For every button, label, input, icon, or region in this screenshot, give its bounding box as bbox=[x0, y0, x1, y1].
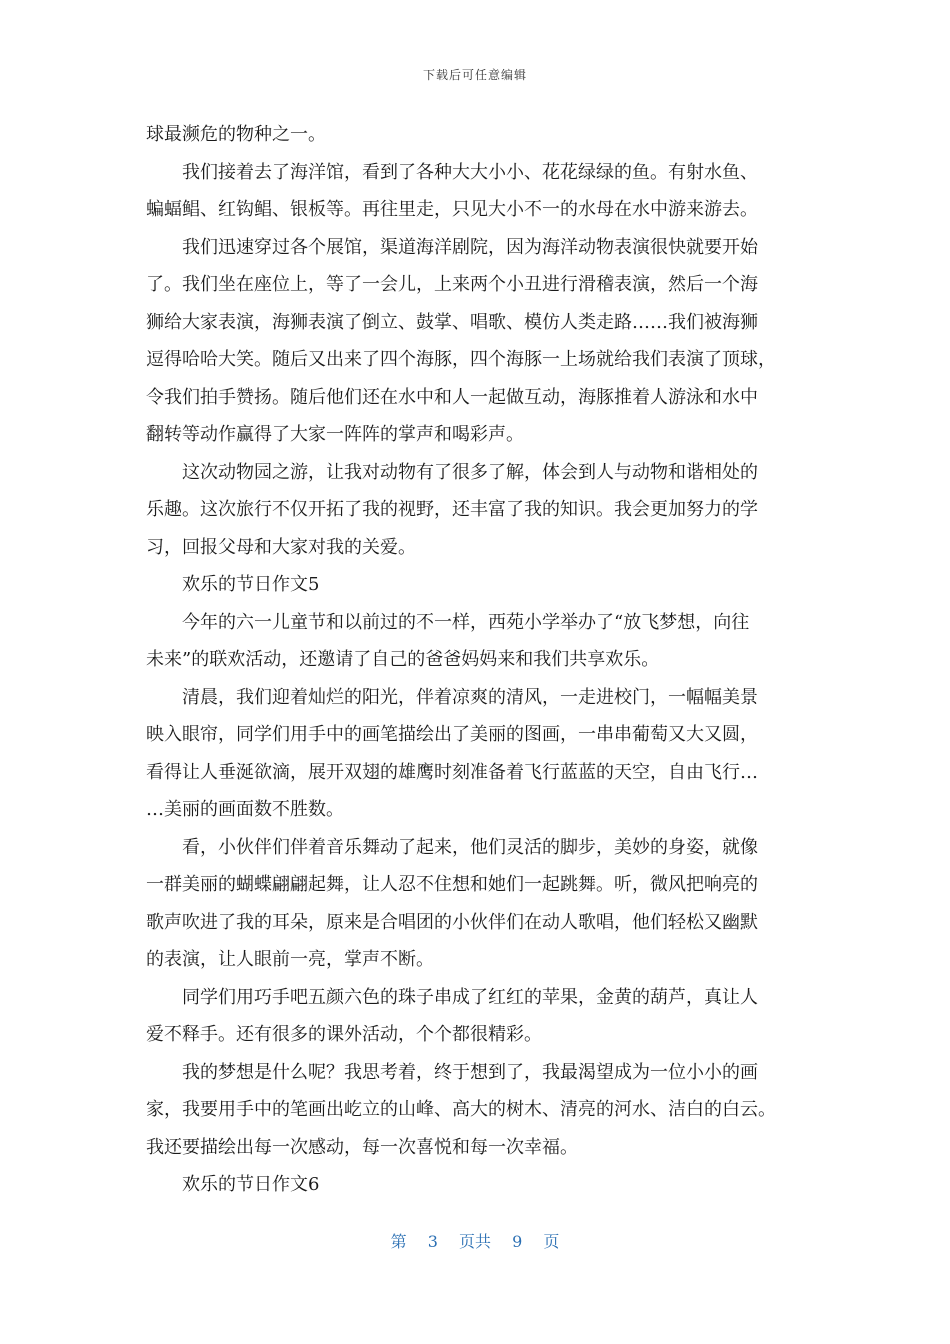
text-line: 逗得哈哈大笑。随后又出来了四个海豚，四个海豚一上场就给我们表演了顶球， bbox=[146, 349, 776, 370]
text-line: 欢乐的节日作文6 bbox=[182, 1174, 320, 1195]
text-line: 爱不释手。还有很多的课外活动，个个都很精彩。 bbox=[146, 1024, 542, 1045]
text-line: 一群美丽的蝴蝶翩翩起舞，让人忍不住想和她们一起跳舞。听，微风把响亮的 bbox=[146, 874, 758, 895]
text-line: 家，我要用手中的笔画出屹立的山峰、高大的树木、清亮的河水、洁白的白云。 bbox=[146, 1099, 776, 1120]
text-line: 我们接着去了海洋馆，看到了各种大大小小、花花绿绿的鱼。有射水鱼、 bbox=[182, 161, 758, 183]
text-line: 看，小伙伴们伴着音乐舞动了起来，他们灵活的脚步，美妙的身姿，就像 bbox=[182, 836, 758, 858]
text-line: 同学们用巧手吧五颜六色的珠子串成了红红的苹果，金黄的葫芦，真让人 bbox=[182, 986, 758, 1008]
text-line: 歌声吹进了我的耳朵，原来是合唱团的小伙伴们在动人歌唱，他们轻松又幽默 bbox=[146, 911, 758, 933]
text-line: …美丽的画面数不胜数。 bbox=[146, 799, 344, 820]
text-line: 翻转等动作赢得了大家一阵阵的掌声和喝彩声。 bbox=[146, 424, 524, 445]
text-line: 未来”的联欢活动，还邀请了自己的爸爸妈妈来和我们共享欢乐。 bbox=[146, 649, 660, 670]
footer-total-pages: 9 bbox=[512, 1232, 523, 1251]
footer-middle: 页共 bbox=[458, 1232, 491, 1251]
header-text: 下载后可任意编辑 bbox=[422, 68, 527, 82]
footer-prefix: 第 bbox=[390, 1232, 407, 1251]
page-footer bbox=[0, 1229, 950, 1252]
text-line: 乐趣。这次旅行不仅开拓了我的视野，还丰富了我的知识。我会更加努力的学 bbox=[146, 499, 758, 520]
text-line: 了。我们坐在座位上，等了一会儿，上来两个小丑进行滑稽表演，然后一个海 bbox=[146, 274, 758, 295]
text-line: 清晨，我们迎着灿烂的阳光，伴着凉爽的清风，一走进校门，一幅幅美景 bbox=[182, 686, 758, 708]
document-body bbox=[146, 116, 806, 1204]
page-header bbox=[0, 66, 950, 83]
text-line: 的表演，让人眼前一亮，掌声不断。 bbox=[146, 949, 434, 970]
text-line: 欢乐的节日作文5 bbox=[182, 574, 320, 595]
text-line: 我的梦想是什么呢？我思考着，终于想到了，我最渴望成为一位小小的画 bbox=[182, 1061, 758, 1083]
footer-suffix: 页 bbox=[543, 1232, 560, 1251]
text-line: 这次动物园之游，让我对动物有了很多了解，体会到人与动物和谐相处的 bbox=[182, 461, 758, 483]
text-line: 狮给大家表演，海狮表演了倒立、鼓掌、唱歌、模仿人类走路……我们被海狮 bbox=[146, 311, 758, 333]
footer-current-page: 3 bbox=[427, 1232, 438, 1251]
text-line: 我还要描绘出每一次感动，每一次喜悦和每一次幸福。 bbox=[146, 1136, 578, 1158]
text-line: 映入眼帘，同学们用手中的画笔描绘出了美丽的图画，一串串葡萄又大又圆， bbox=[146, 724, 758, 745]
text-line: 球最濒危的物种之一。 bbox=[146, 124, 326, 145]
text-line: 蝙蝠鲳、红钩鲳、银板等。再往里走，只见大小不一的水母在水中游来游去。 bbox=[146, 199, 758, 220]
text-line: 我们迅速穿过各个展馆，渠道海洋剧院，因为海洋动物表演很快就要开始 bbox=[182, 236, 758, 258]
text-line: 习，回报父母和大家对我的关爱。 bbox=[146, 536, 416, 558]
text-line: 看得让人垂涎欲滴，展开双翅的雄鹰时刻准备着飞行蓝蓝的天空，自由飞行… bbox=[146, 761, 758, 783]
text-line: 令我们拍手赞扬。随后他们还在水中和人一起做互动，海豚推着人游泳和水中 bbox=[146, 386, 758, 408]
text-line: 今年的六一儿童节和以前过的不一样，西苑小学举办了“放飞梦想，向往 bbox=[182, 611, 750, 633]
